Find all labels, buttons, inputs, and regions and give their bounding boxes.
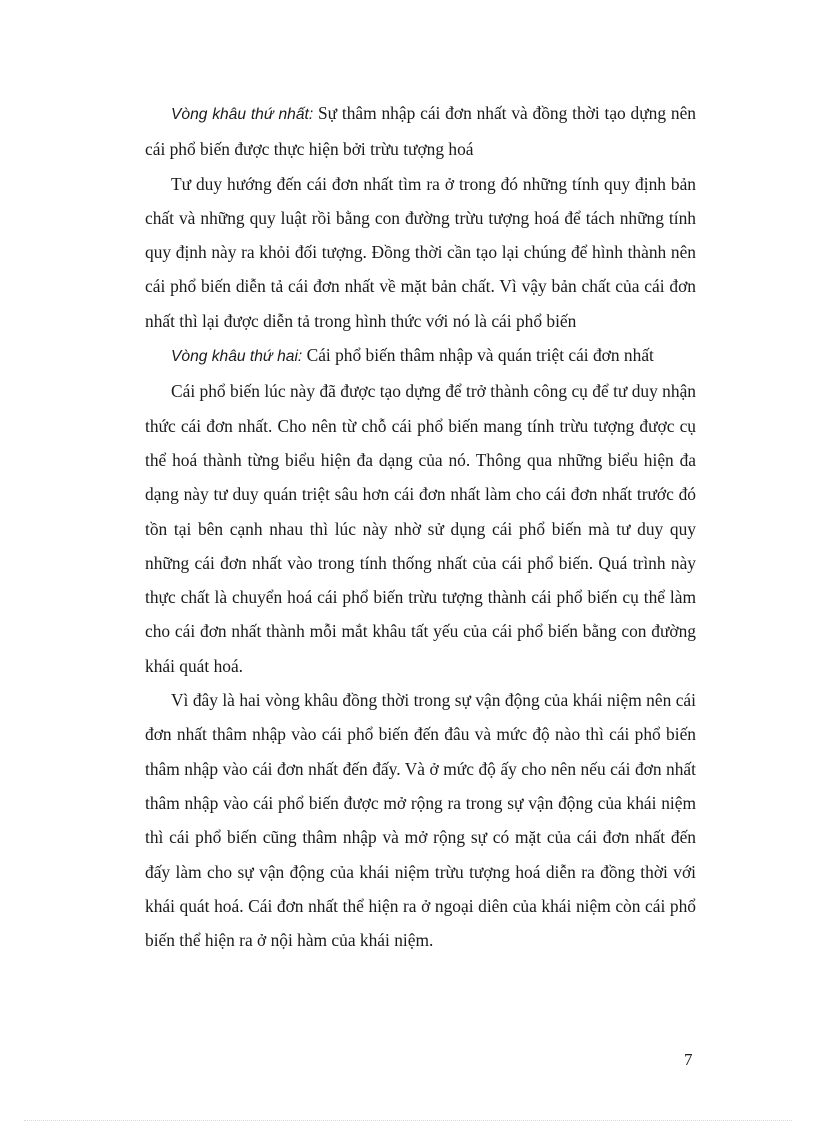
page-bottom-divider	[24, 1120, 792, 1121]
document-body	[145, 96, 696, 957]
paragraph-first-loop	[145, 96, 696, 167]
second-loop-label: Vòng khâu thứ hai:	[171, 348, 303, 366]
first-loop-text: Sự thâm nhập cái đơn nhất và đồng thời tạo dựng nên cái phổ biến được thực hiện bởi trừu tượng hoá	[145, 103, 696, 160]
paragraph-conclusion: Vì đây là hai vòng khâu đồng thời trong sự vận động của khái niệm nên cái đơn nhất thâm nhập vào cái phổ biến đến đâu và mức độ nào thì cái phổ biến thâm nhập vào cái đơn nhất đến đấy. Và ở mức độ ấy cho nên nếu cái đơn nhất thâm nhập vào cái phổ biến được mở rộng ra trong sự vận động của khái niệm thì cái phổ biến cũng thâm nhập và mở rộng sự có mặt của cái đơn nhất đến đấy làm cho sự vận động của khái niệm trừu tượng hoá diễn ra đồng thời với khái quát hoá. Cái đơn nhất thể hiện ra ở ngoại diên của khái niệm còn cái phổ biến thể hiện ra ở nội hàm của khái niệm.	[145, 690, 696, 951]
paragraph-generalization: Cái phổ biến lúc này đã được tạo dựng để trở thành công cụ để tư duy nhận thức cái đơn nhất. Cho nên từ chỗ cái phổ biến mang tính trừu tượng được cụ thể hoá thành từng biểu hiện đa dạng của nó. Thông qua những biểu hiện đa dạng này tư duy quán triệt sâu hơn cái đơn nhất làm cho cái đơn nhất trước đó tồn tại bên cạnh nhau thì lúc này nhờ sử dụng cái phổ biến mà tư duy quy những cái đơn nhất vào trong tính thống nhất của cái phổ biến. Quá trình này thực chất là chuyển hoá cái phổ biến trừu tượng thành cái phổ biến cụ thể làm cho cái đơn nhất thành mỗi mắt khâu tất yếu của cái phổ biến bằng con đường khái quát hoá.	[145, 381, 696, 676]
paragraph-abstraction: Tư duy hướng đến cái đơn nhất tìm ra ở trong đó những tính quy định bản chất và những quy luật rồi bằng con đường trừu tượng hoá để tách những tính quy định này ra khỏi đối tượng. Đồng thời cần tạo lại chúng để hình thành nên cái phổ biến diễn tả cái đơn nhất về mặt bản chất. Vì vậy bản chất của cái đơn nhất thì lại được diễn tả trong hình thức với nó là cái phổ biến	[145, 173, 696, 331]
page-number: 7	[684, 1050, 693, 1069]
second-loop-text: Cái phổ biến thâm nhập và quán triệt cái đơn nhất	[302, 345, 654, 366]
first-loop-label: Vòng khâu thứ nhất:	[171, 106, 314, 123]
paragraph-second-loop	[145, 338, 696, 374]
